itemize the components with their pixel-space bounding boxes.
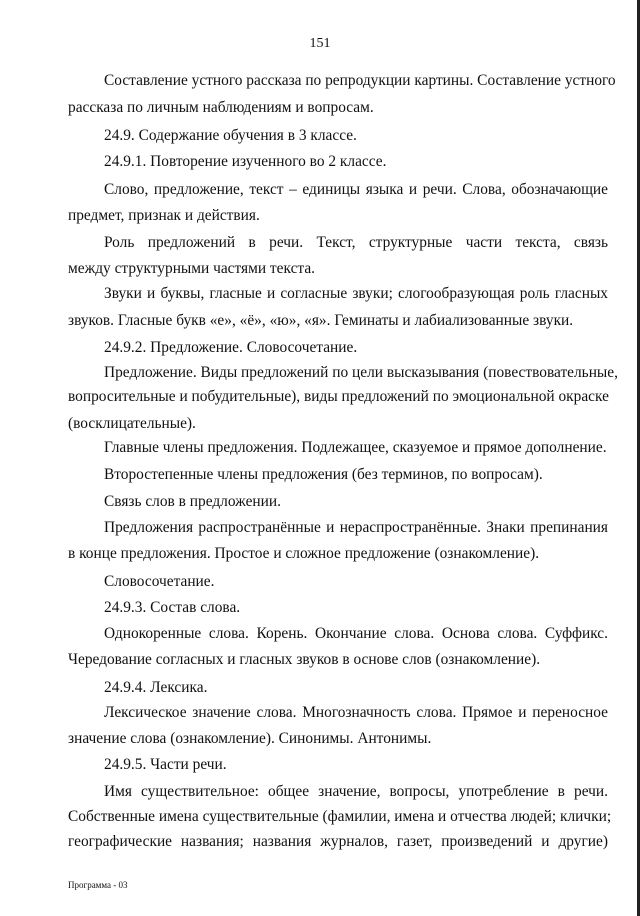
text-line: Имя существительное: общее значение, вопросы, употребление в речи. xyxy=(104,783,608,800)
text-line: Словосочетание. xyxy=(104,573,215,590)
subsection-heading: 24.9.4. Лексика. xyxy=(104,679,208,696)
text-line: географические названия; названия журналов, газет, произведений и другие) xyxy=(68,833,608,850)
text-line: между структурными частями текста. xyxy=(68,260,316,277)
text-line: значение слова (ознакомление). Синонимы. Антонимы. xyxy=(68,730,432,747)
subsection-heading: 24.9.2. Предложение. Словосочетание. xyxy=(104,339,358,356)
text-line: Роль предложений в речи. Текст, структурные части текста, связь xyxy=(104,234,608,251)
text-line: Звуки и буквы, гласные и согласные звуки; слогообразующая роль гласных xyxy=(104,285,608,302)
subsection-heading: 24.9.1. Повторение изученного во 2 классе. xyxy=(104,153,387,170)
text-line: Главные члены предложения. Подлежащее, сказуемое и прямое дополнение. xyxy=(104,439,607,456)
text-line: Слово, предложение, текст – единицы языка и речи. Слова, обозначающие xyxy=(104,181,608,198)
text-line: Второстепенные члены предложения (без терминов, по вопросам). xyxy=(104,466,543,483)
text-line: Лексическое значение слова. Многозначность слова. Прямое и переносное xyxy=(104,704,608,721)
text-line: Предложение. Виды предложений по цели высказывания (повествовательные, xyxy=(104,364,618,381)
subsection-heading: 24.9.3. Состав слова. xyxy=(104,599,241,616)
text-line: Чередование согласных и гласных звуков в основе слов (ознакомление). xyxy=(68,651,541,668)
page-number: 151 xyxy=(309,36,331,51)
text-line: Собственные имена существительные (фамилии, имена и отчества людей; клички; xyxy=(68,808,612,825)
section-heading: 24.9. Содержание обучения в 3 классе. xyxy=(104,127,357,144)
text-line: Однокоренные слова. Корень. Окончание слова. Основа слова. Суффикс. xyxy=(104,625,608,642)
text-line: рассказа по личным наблюдениям и вопросам. xyxy=(68,99,374,116)
text-line: (восклицательные). xyxy=(68,415,196,432)
text-line: звуков. Гласные букв «е», «ё», «ю», «я». Геминаты и лабиализованные звуки. xyxy=(68,312,574,329)
subsection-heading: 24.9.5. Части речи. xyxy=(104,756,227,773)
text-line: в конце предложения. Простое и сложное предложение (ознакомление). xyxy=(68,545,540,562)
text-line: Связь слов в предложении. xyxy=(104,493,281,510)
text-line: вопросительные и побудительные), виды предложений по эмоциональной окраске xyxy=(68,388,609,405)
text-line: предмет, признак и действия. xyxy=(68,207,260,224)
text-line: Составление устного рассказа по репродукции картины. Составление устного xyxy=(104,72,616,89)
footer-label: Программа - 03 xyxy=(68,880,128,890)
text-line: Предложения распространённые и нераспространённые. Знаки препинания xyxy=(104,519,608,536)
